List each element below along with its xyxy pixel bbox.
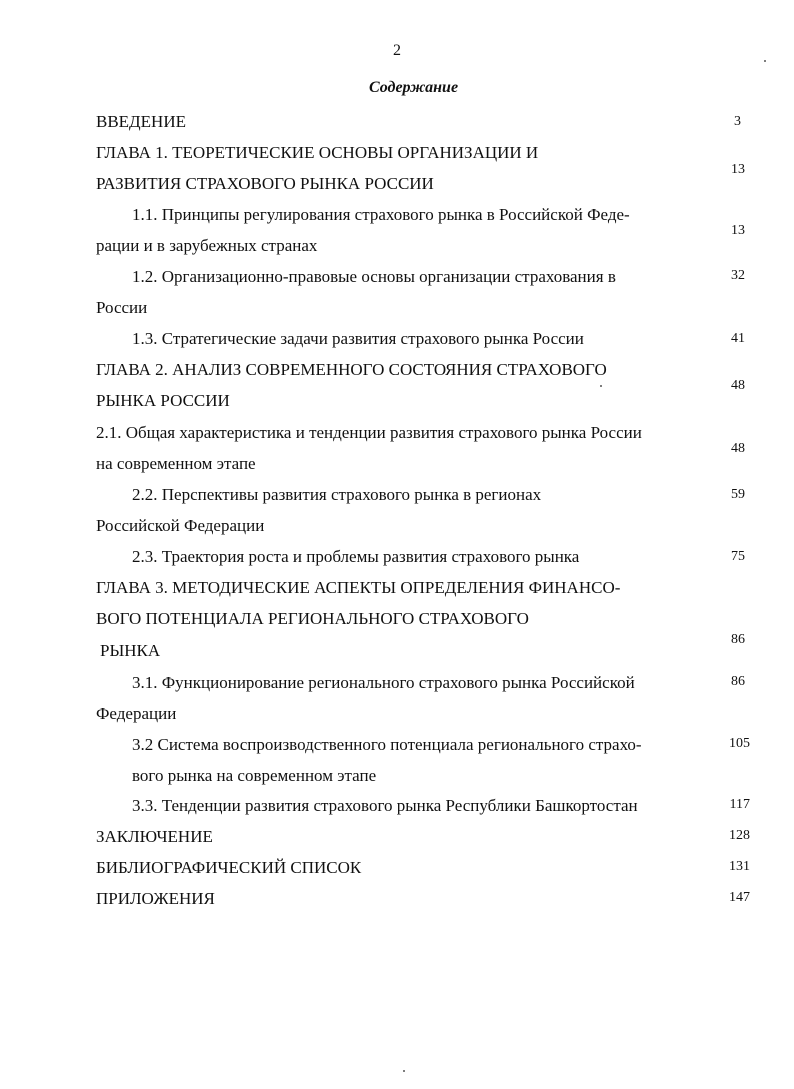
scan-speck <box>600 385 602 387</box>
toc-entry-s1-2-line-1: 1.2. Организационно-правовые основы организации страхования в <box>132 267 616 286</box>
toc-entry-s1-1-line-2: рации и в зарубежных странах <box>96 236 318 255</box>
toc-entry-s2-3-page: 75 <box>731 549 745 564</box>
toc-entry-s3-3-line-1: 3.3. Тенденции развития страхового рынка Республики Башкортостан <box>132 796 638 815</box>
toc-entry-s1-3-page: 41 <box>731 331 745 346</box>
toc-entry-s3-3-page: 117 <box>729 797 750 812</box>
toc-entry-conclusion-line-1: ЗАКЛЮЧЕНИЕ <box>96 827 213 846</box>
toc-entry-s2-2-line-1: 2.2. Перспективы развития страхового рынка в регионах <box>132 485 542 504</box>
toc-entry-intro-line-1: ВВЕДЕНИЕ <box>96 112 186 131</box>
toc-entry-intro-page: 3 <box>734 114 741 129</box>
toc-entry-ch1-page: 13 <box>731 162 745 177</box>
toc-entry-ch3-line-1: ГЛАВА 3. МЕТОДИЧЕСКИЕ АСПЕКТЫ ОПРЕДЕЛЕНИЯ ФИНАНСО- <box>96 578 621 597</box>
toc-entry-s1-3-line-1: 1.3. Стратегические задачи развития страхового рынка России <box>132 329 584 348</box>
scan-speck <box>403 1070 405 1072</box>
toc-entry-s3-2-page: 105 <box>729 736 750 751</box>
toc-entry-s1-1-page: 13 <box>731 223 745 238</box>
toc-title: Содержание <box>368 79 459 96</box>
toc-entry-ch2-page: 48 <box>731 378 745 393</box>
toc-entry-s1-2-line-2: России <box>96 298 148 317</box>
toc-entry-appendices-page: 147 <box>729 890 750 905</box>
toc-entry-s2-2-page: 59 <box>731 487 745 502</box>
toc-entry-ch1-line-1: ГЛАВА 1. ТЕОРЕТИЧЕСКИЕ ОСНОВЫ ОРГАНИЗАЦИИ И <box>96 143 539 162</box>
toc-entry-ch2-line-1: ГЛАВА 2. АНАЛИЗ СОВРЕМЕННОГО СОСТОЯНИЯ СТРАХОВОГО <box>96 360 607 379</box>
toc-entry-s1-2-page: 32 <box>731 268 745 283</box>
toc-entry-s3-2-line-1: 3.2 Система воспроизводственного потенциала регионального страхо- <box>132 735 642 754</box>
toc-entry-s2-1-line-1: 2.1. Общая характеристика и тенденции развития страхового рынка России <box>96 423 642 442</box>
toc-entry-appendices-line-1: ПРИЛОЖЕНИЯ <box>96 889 215 908</box>
scan-speck <box>764 60 766 62</box>
toc-entry-s1-1-line-1: 1.1. Принципы регулирования страхового рынка в Российской Феде- <box>132 205 630 224</box>
toc-entry-conclusion-page: 128 <box>729 828 750 843</box>
toc-entry-s2-1-line-2: на современном этапе <box>96 454 256 473</box>
toc-entry-ch3-line-3: РЫНКА <box>100 641 161 660</box>
toc-entry-s3-1-line-1: 3.1. Функционирование регионального страхового рынка Российской <box>132 673 635 692</box>
toc-entry-ch3-line-2: ВОГО ПОТЕНЦИАЛА РЕГИОНАЛЬНОГО СТРАХОВОГО <box>96 609 529 628</box>
toc-entry-s3-1-page: 86 <box>731 674 745 689</box>
toc-entry-s2-3-line-1: 2.3. Траектория роста и проблемы развития страхового рынка <box>132 547 580 566</box>
toc-entry-ch1-line-2: РАЗВИТИЯ СТРАХОВОГО РЫНКА РОССИИ <box>96 174 434 193</box>
toc-entry-ch2-line-2: РЫНКА РОССИИ <box>96 391 230 410</box>
toc-entry-ch3-page: 86 <box>731 632 745 647</box>
toc-entry-s2-2-line-2: Российской Федерации <box>96 516 265 535</box>
toc-entry-s2-1-page: 48 <box>731 441 745 456</box>
toc-entry-bibliography-page: 131 <box>729 859 750 874</box>
toc-entry-s3-2-line-2: вого рынка на современном этапе <box>132 766 377 785</box>
page-number: 2 <box>393 42 401 59</box>
toc-entry-s3-1-line-2: Федерации <box>96 704 177 723</box>
toc-entry-bibliography-line-1: БИБЛИОГРАФИЧЕСКИЙ СПИСОК <box>96 858 362 877</box>
